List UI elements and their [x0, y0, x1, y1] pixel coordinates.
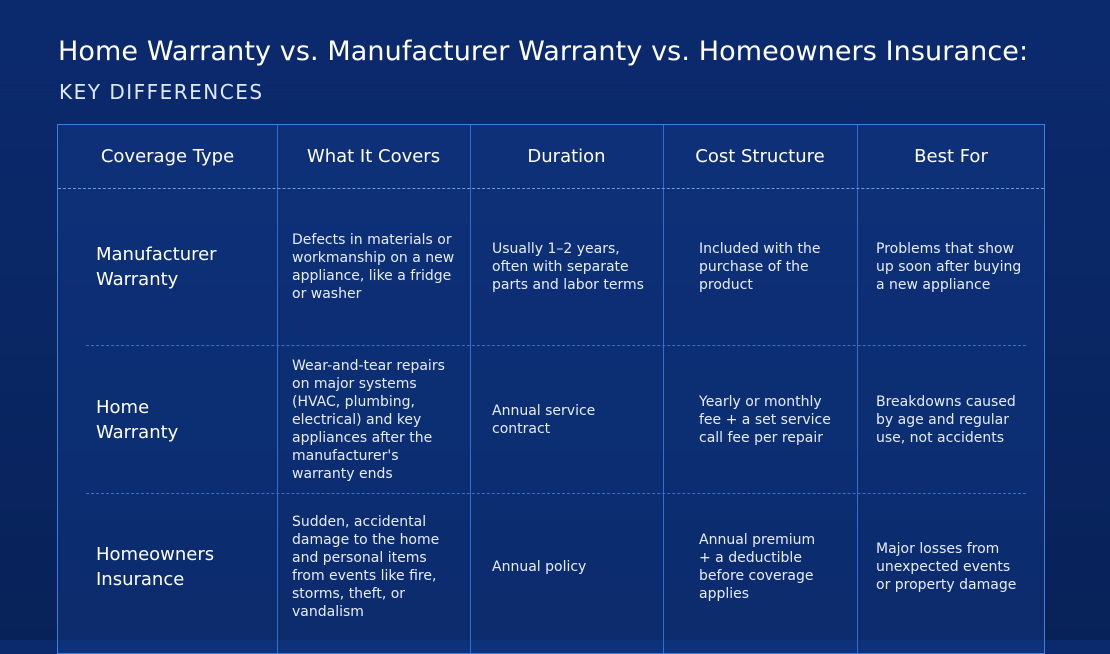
row-homeowners-insurance-type: Homeowners Insurance — [96, 544, 215, 590]
row-manufacturer-warranty-best-for: Problems that show up soon after buying a new appliance — [876, 241, 1022, 293]
row-manufacturer-warranty-covers: Defects in materials or workmanship on a new appliance, like a fridge or washer — [292, 232, 455, 302]
row-home-warranty-duration: Annual service contract — [492, 402, 596, 437]
page-subtitle: KEY DIFFERENCES — [59, 80, 264, 104]
header-duration: Duration — [527, 146, 606, 167]
page-title: Home Warranty vs. Manufacturer Warranty vs. Homeowners Insurance: — [58, 36, 1029, 67]
header-cost-structure: Cost Structure — [695, 146, 825, 167]
row-homeowners-insurance-cost: Annual premium + a deductible before coverage applies — [699, 532, 816, 602]
row-manufacturer-warranty-type: Manufacturer Warranty — [96, 244, 217, 290]
header-what-it-covers: What It Covers — [306, 146, 441, 167]
column-divider — [277, 125, 278, 653]
column-divider — [663, 125, 664, 653]
row-manufacturer-warranty-duration: Usually 1–2 years, often with separate parts and labor terms — [492, 241, 644, 293]
row-manufacturer-warranty-cost: Included with the purchase of the product — [699, 241, 821, 293]
column-divider — [470, 125, 471, 653]
row-home-warranty-best-for: Breakdowns caused by age and regular use, not accidents — [876, 393, 1016, 446]
header-best-for: Best For — [914, 146, 988, 167]
comparison-table — [57, 124, 1045, 654]
row-homeowners-insurance-best-for: Major losses from unexpected events or property damage — [876, 541, 1017, 593]
row-homeowners-insurance-covers: Sudden, accidental damage to the home and personal items from events like fire, storms, theft, or vandalism — [292, 514, 440, 620]
header-coverage-type: Coverage Type — [100, 146, 235, 167]
row-home-warranty-type: Home Warranty — [96, 396, 179, 443]
row-homeowners-insurance-duration: Annual policy — [492, 559, 587, 575]
row-home-warranty-cost: Yearly or monthly fee + a set service call fee per repair — [699, 393, 831, 446]
column-divider — [857, 125, 858, 653]
row-home-warranty-covers: Wear-and-tear repairs on major systems (HVAC, plumbing, electrical) and key appliances after the manufacturer's warranty ends — [292, 357, 445, 482]
